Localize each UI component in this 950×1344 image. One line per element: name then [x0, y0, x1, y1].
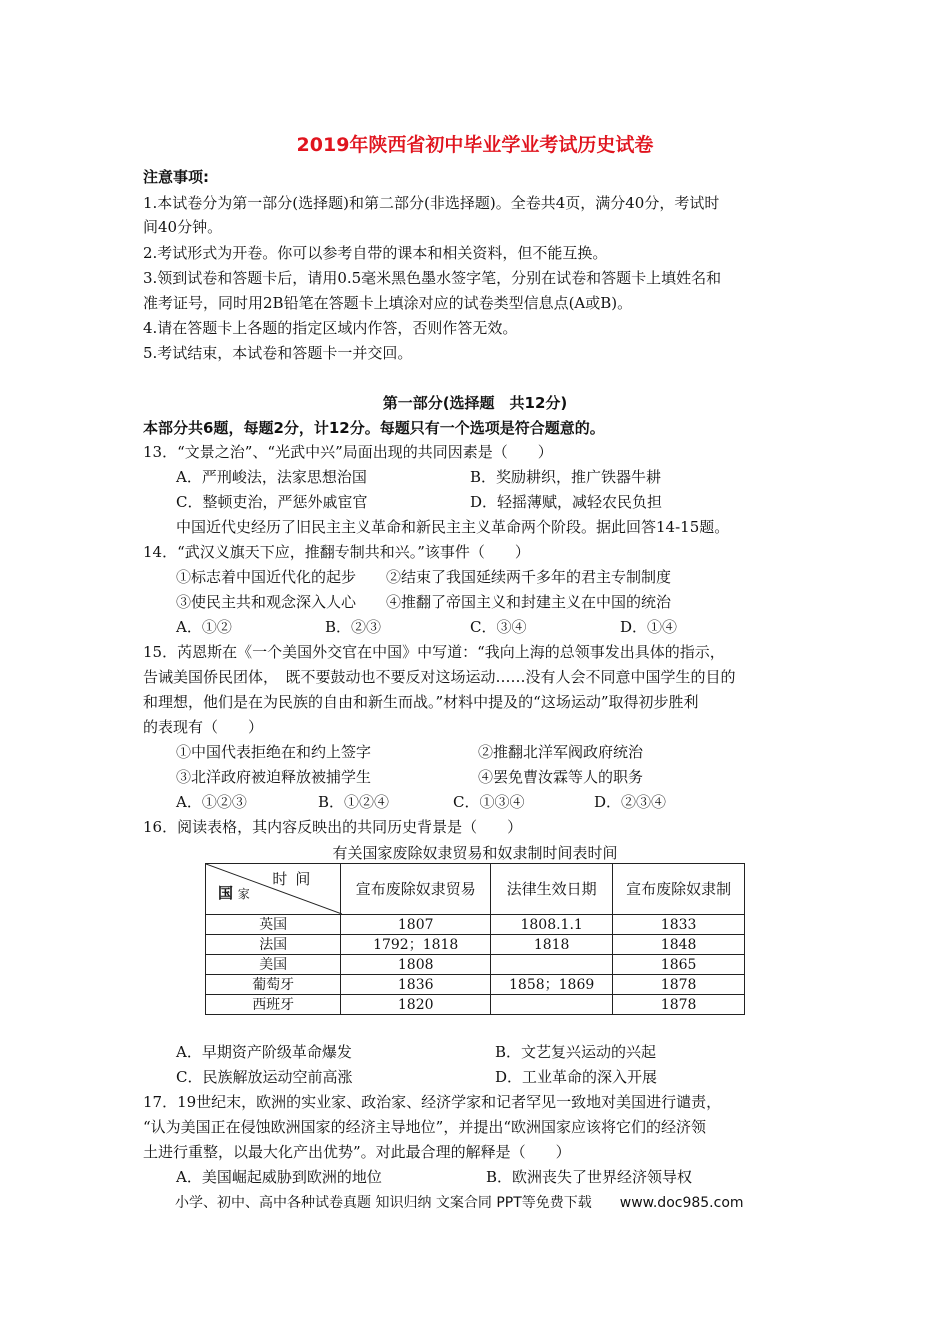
corner-label-country-small: 家 [237, 887, 250, 901]
table-header: 宣布废除奴隶制 [613, 864, 745, 915]
table-corner-cell [206, 864, 341, 915]
q17-option-b: B．欧洲丧失了世界经济领导权 [486, 1168, 693, 1186]
corner-label-time: 时间 [272, 870, 319, 888]
corner-label-country [218, 884, 250, 903]
part1-heading: 第一部分(选择题 共12分) [382, 394, 568, 412]
q14-statements: ①标志着中国近代化的起步 ②结束了我国延续两千多年的君主专制制度 [176, 568, 672, 586]
table-cell: 英国 [206, 915, 341, 935]
question-14-stem: 14．“武汉义旗天下应，推翻专制共和兴。”该事件（ ） [143, 543, 530, 561]
question-15-line: 的表现有（ ） [143, 718, 264, 736]
table-row [206, 915, 745, 935]
table-cell: 1865 [613, 955, 745, 975]
q14-statements: ③使民主共和观念深入人心 ④推翻了帝国主义和封建主义在中国的统治 [176, 593, 672, 611]
table-row [206, 935, 745, 955]
q15-statement: ①中国代表拒绝在和约上签字 [176, 743, 372, 761]
question-17-line: 土进行重整，以最大化产出优势”。对此最合理的解释是（ ） [143, 1143, 571, 1161]
q15-option-d: D．②③④ [594, 793, 667, 811]
q16-option-d: D．工业革命的深入开展 [495, 1068, 658, 1086]
q15-option-b: B．①②④ [318, 793, 390, 811]
intro-14-15: 中国近代史经历了旧民主主义革命和新民主主义革命两个阶段。据此回答14-15题。 [176, 518, 730, 536]
footer-ad: 小学、初中、高中各种试卷真题 知识归纳 文案合同 PPT等免费下载 www.doc985.com [175, 1195, 744, 1211]
notice-line: 4.请在答题卡上各题的指定区域内作答，否则作答无效。 [143, 319, 518, 337]
table-cell [491, 995, 613, 1015]
notice-line: 5.考试结束，本试卷和答题卡一并交回。 [143, 344, 413, 362]
q15-statement: ③北洋政府被迫释放被捕学生 [176, 768, 372, 786]
table-cell: 1820 [341, 995, 491, 1015]
q13-option-b: B．奖励耕织，推广铁器牛耕 [470, 468, 662, 486]
table-cell: 葡萄牙 [206, 975, 341, 995]
part1-instruction: 本部分共6题，每题2分，计12分。每题只有一个选项是符合题意的。 [143, 419, 605, 437]
notice-line: 1.本试卷分为第一部分(选择题)和第二部分(非选择题)。全卷共4页，满分40分，考试时 [143, 194, 720, 212]
table-cell: 1836 [341, 975, 491, 995]
q13-option-d: D．轻摇薄赋，减轻农民负担 [470, 493, 663, 511]
notice-line: 间40分钟。 [143, 218, 223, 236]
table-cell: 西班牙 [206, 995, 341, 1015]
table-cell: 1792；1818 [341, 935, 491, 955]
question-17-line: 17．19世纪末，欧洲的实业家、政治家、经济学家和记者罕见一致地对美国进行谴责， [143, 1093, 722, 1111]
q15-option-c: C．①③④ [453, 793, 525, 811]
table-row [206, 955, 745, 975]
q15-option-a: A．①②③ [176, 793, 247, 811]
q14-option-c: C．③④ [470, 618, 527, 636]
table-caption: 有关国家废除奴隶贸易和奴隶制时间表时间 [332, 844, 618, 862]
question-15-line: 15．芮恩斯在《一个美国外交官在中国》中写道：“我向上海的总领事发出具体的指示， [143, 643, 725, 661]
table-header: 宣布废除奴隶贸易 [341, 864, 491, 915]
table-cell: 1818 [491, 935, 613, 955]
table-row [206, 975, 745, 995]
q14-option-d: D．①④ [620, 618, 678, 636]
q16-option-b: B．文艺复兴运动的兴起 [495, 1043, 657, 1061]
slavery-abolition-table [205, 863, 745, 1015]
exam-title: 2019年陕西省初中毕业学业考试历史试卷 [296, 134, 654, 156]
table-cell: 1878 [613, 975, 745, 995]
question-15-line: 和理想，他们是在为民族的自由和新生而战。”材料中提及的“这场运动”取得初步胜利 [143, 693, 699, 711]
question-13-stem: 13．“文景之治”、“光武中兴”局面出现的共同因素是（ ） [143, 443, 553, 461]
q16-option-c: C．民族解放运动空前高涨 [176, 1068, 353, 1086]
table-cell [491, 955, 613, 975]
notice-heading: 注意事项: [143, 168, 209, 186]
q13-option-c: C．整顿吏治，严惩外戚宦官 [176, 493, 368, 511]
q15-statement: ②推翻北洋军阀政府统治 [478, 743, 644, 761]
q15-statement: ④罢免曹汝霖等人的职务 [478, 768, 644, 786]
q14-option-a: A．①② [176, 618, 232, 636]
notice-line: 准考证号，同时用2B铅笔在答题卡上填涂对应的试卷类型信息点(A或B)。 [143, 294, 633, 312]
question-17-line: “认为美国正在侵蚀欧洲国家的经济主导地位”，并提出“欧洲国家应该将它们的经济领 [143, 1118, 707, 1136]
table-cell: 美国 [206, 955, 341, 975]
table-cell: 1808.1.1 [491, 915, 613, 935]
notice-line: 3.领到试卷和答题卡后，请用0.5毫米黑色墨水签字笔，分别在试卷和答题卡上填姓名和 [143, 269, 722, 287]
table-cell: 法国 [206, 935, 341, 955]
table-cell: 1807 [341, 915, 491, 935]
q13-option-a: A．严刑峻法，法家思想治国 [176, 468, 367, 486]
q14-option-b: B．②③ [325, 618, 382, 636]
table-header: 法律生效日期 [491, 864, 613, 915]
table-row [206, 995, 745, 1015]
question-15-line: 告诫美国侨民团体， 既不要鼓动也不要反对这场运动……没有人会不同意中国学生的目的 [143, 668, 736, 686]
q16-option-a: A．早期资产阶级革命爆发 [176, 1043, 352, 1061]
table-header-row [206, 864, 745, 915]
table-cell: 1833 [613, 915, 745, 935]
q17-option-a: A．美国崛起威胁到欧洲的地位 [176, 1168, 382, 1186]
table-cell: 1848 [613, 935, 745, 955]
table-cell: 1878 [613, 995, 745, 1015]
question-16-stem: 16．阅读表格，其内容反映出的共同历史背景是（ ） [143, 818, 523, 836]
corner-label-country-big: 国 [218, 884, 234, 902]
table-cell: 1858；1869 [491, 975, 613, 995]
table-cell: 1808 [341, 955, 491, 975]
notice-line: 2.考试形式为开卷。你可以参考自带的课本和相关资料，但不能互换。 [143, 244, 608, 262]
